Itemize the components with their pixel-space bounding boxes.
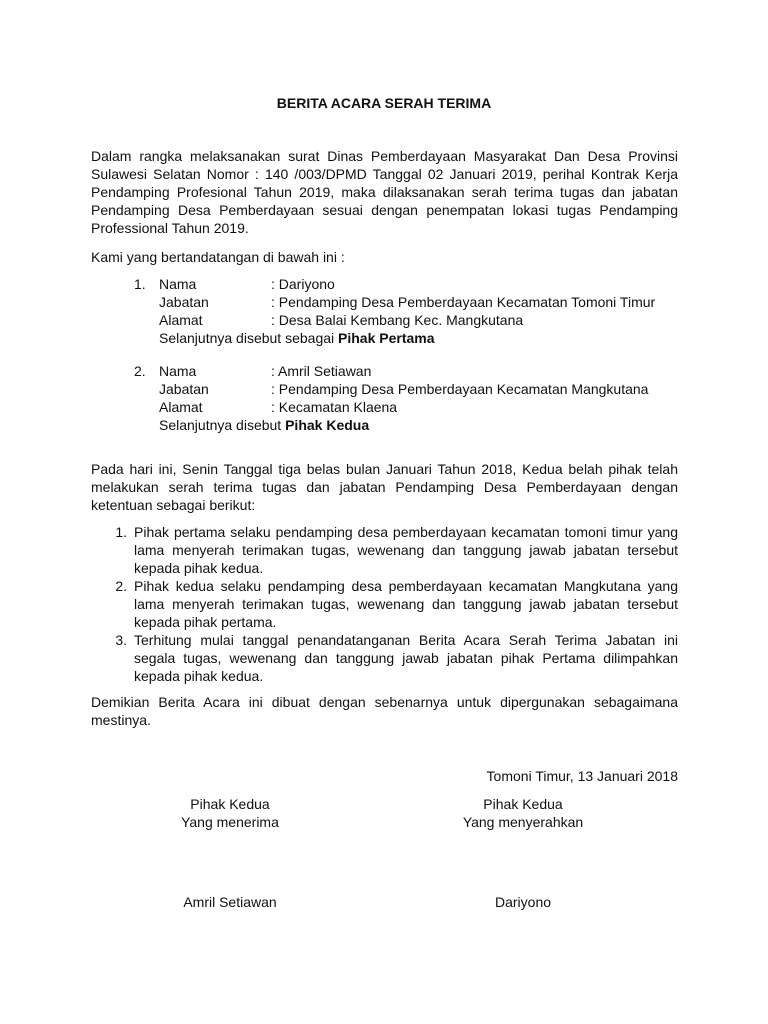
designation-prefix: Selanjutnya disebut	[159, 417, 286, 433]
signature-party: Pihak Kedua	[483, 796, 563, 812]
clause-text: Pihak pertama selaku pendamping desa pemberdayaan kecamatan tomoni timur yang lama menyerah terimakan tugas, wewenang dan tanggung jawab jabatan tersebut kepada pihak kedua.	[134, 524, 678, 576]
position-value: : Pendamping Desa Pemberdayaan Kecamatan Mangkutana	[271, 381, 649, 397]
statement-paragraph: Pada hari ini, Senin Tanggal tiga belas bulan Januari Tahun 2018, Kedua belah pihak telah melakukan serah terima tugas dan jabatan Pendamping Desa Pemberdayaan dengan ketentuan sebagai berikut:	[91, 461, 678, 513]
position-value: : Pendamping Desa Pemberdayaan Kecamatan Tomoni Timur	[271, 294, 656, 310]
signature-role: Yang menerima	[181, 814, 279, 830]
clause-item	[91, 631, 678, 685]
address-value: : Kecamatan Klaena	[271, 399, 398, 415]
signature-name-left	[120, 893, 340, 911]
address-label: Alamat	[159, 312, 203, 328]
party-number: 2.	[134, 363, 146, 379]
clause-item	[91, 577, 678, 631]
clause-item	[91, 523, 678, 577]
name-value: : Dariyono	[271, 276, 335, 292]
clause-text: Terhitung mulai tanggal penandatanganan Berita Acara Serah Terima Jabatan ini segala tugas, wewenang dan tanggung jawab jabatan pihak Pertama dilimpahkan kepada pihak kedua.	[134, 632, 678, 684]
signer-name: Dariyono	[494, 894, 552, 910]
signature-party: Pihak Kedua	[190, 796, 270, 812]
signer-name: Amril Setiawan	[183, 894, 277, 910]
party-designation	[134, 329, 694, 347]
name-value: : Amril Setiawan	[271, 363, 372, 379]
signature-left	[120, 795, 340, 831]
party-designation	[134, 416, 694, 434]
signature-name-right	[413, 893, 633, 911]
address-value: : Desa Balai Kembang Kec. Mangkutana	[271, 312, 524, 328]
place-date: Tomoni Timur, 13 Januari 2018	[486, 768, 678, 784]
clause-list	[91, 523, 678, 685]
party-one	[134, 275, 694, 347]
designation-name: Pihak Kedua	[285, 417, 370, 433]
designation-prefix: Selanjutnya disebut sebagai	[159, 330, 339, 346]
designation-name: Pihak Pertama	[338, 330, 435, 346]
signature-role: Yang menyerahkan	[462, 814, 584, 830]
document-title: BERITA ACARA SERAH TERIMA	[276, 95, 492, 111]
position-label: Jabatan	[159, 381, 209, 397]
clause-text: Pihak kedua selaku pendamping desa pemberdayaan kecamatan Mangkutana yang lama menyerah terimakan tugas, wewenang dan tanggung jawab jabatan tersebut kepada pihak pertama.	[134, 578, 678, 630]
clause-number: 2.	[115, 578, 127, 594]
party-number: 1.	[134, 276, 146, 292]
address-label: Alamat	[159, 399, 203, 415]
clause-number: 1.	[115, 524, 127, 540]
position-label: Jabatan	[159, 294, 209, 310]
signature-right	[413, 795, 633, 831]
party-two	[134, 362, 694, 434]
closing-paragraph: Demikian Berita Acara ini dibuat dengan sebenarnya untuk dipergunakan sebagaimana mestinya.	[91, 694, 678, 728]
name-label: Nama	[159, 276, 197, 292]
clause-number: 3.	[115, 632, 127, 648]
name-label: Nama	[159, 363, 197, 379]
undersigned-line: Kami yang bertandatangan di bawah ini :	[91, 249, 345, 265]
intro-paragraph: Dalam rangka melaksanakan surat Dinas Pemberdayaan Masyarakat Dan Desa Provinsi Sulawesi Selatan Nomor : 140 /003/DPMD Tanggal 02 Januari 2019, perihal Kontrak Kerja Pendamping Profesional Tahun 2019, maka dilaksanakan serah terima tugas dan jabatan Pendamping Desa Pemberdayaan sesuai dengan penempatan lokasi tugas Pendamping Professional Tahun 2019.	[91, 148, 678, 236]
